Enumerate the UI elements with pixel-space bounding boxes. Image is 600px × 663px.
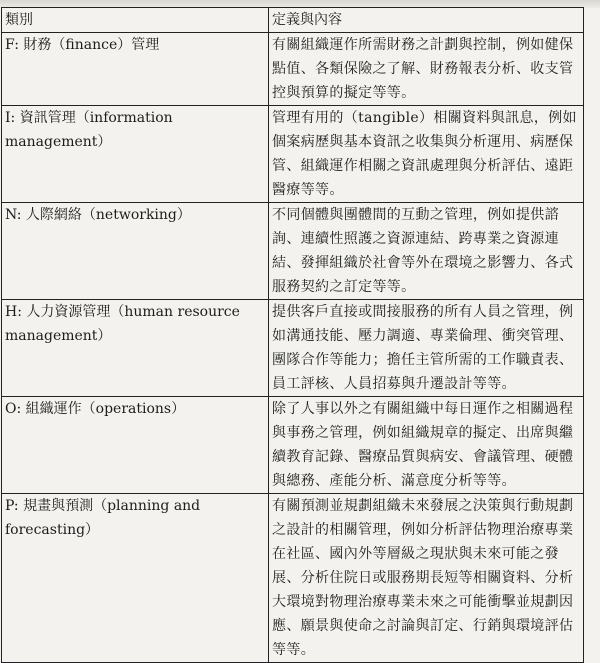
definition-cell: 有關預測並規劃組織未來發展之決策與行動規劃之設計的相關管理，例如分析評估物理治療專業在社區、國內外等層級之現狀與未來可能之發展、分析住院日或服務期長短等相關資料、分析大環境對物理治療專業未來之可能衝擊並規劃因應、願景與使命之討論與訂定、行銷與環境評估等等。 [269, 494, 584, 663]
table-header-row [2, 8, 584, 33]
definition-cell: 管理有用的（tangible）相關資料與訊息，例如個案病歷與基本資訊之收集與分析運用、病歷保管、組織運作相關之資訊處理與分析評估、遠距醫療等等。 [269, 106, 584, 203]
definition-cell: 除了人事以外之有關組織中每日運作之相關過程與事務之管理，例如組織規章的擬定、出席與繼續教育記錄、醫療品質與病安、會議管理、硬體與總務、產能分析、滿意度分析等等。 [269, 397, 584, 494]
definition-cell: 不同個體與團體間的互動之管理，例如提供諮詢、連續性照護之資源連結、跨專業之資源連結、發揮組織於社會等外在環境之影響力、各式服務契約之訂定等等。 [269, 203, 584, 300]
header-category: 類別 [2, 8, 269, 33]
definition-cell: 有關組織運作所需財務之計劃與控制，例如健保點值、各類保險之了解、財務報表分析、收支管控與預算的擬定等等。 [269, 33, 584, 106]
category-cell: N: 人際網絡（networking） [2, 203, 269, 300]
table-row [2, 33, 584, 106]
management-category-table [1, 7, 584, 663]
category-cell: I: 資訊管理（information management） [2, 106, 269, 203]
table-row [2, 106, 584, 203]
category-cell: O: 組織運作（operations） [2, 397, 269, 494]
definition-cell: 提供客戶直接或間接服務的所有人員之管理，例如溝通技能、壓力調適、專業倫理、衝突管理、團隊合作等能力；擔任主管所需的工作職責表、員工評核、人員招募與升遷設計等等。 [269, 300, 584, 397]
header-definition: 定義與內容 [269, 8, 584, 33]
table-row [2, 494, 584, 663]
category-cell: P: 規畫與預測（planning and forecasting） [2, 494, 269, 663]
table-row [2, 300, 584, 397]
category-cell: H: 人力資源管理（human resource management） [2, 300, 269, 397]
table-row [2, 397, 584, 494]
category-cell: F: 財務（finance）管理 [2, 33, 269, 106]
table-row [2, 203, 584, 300]
